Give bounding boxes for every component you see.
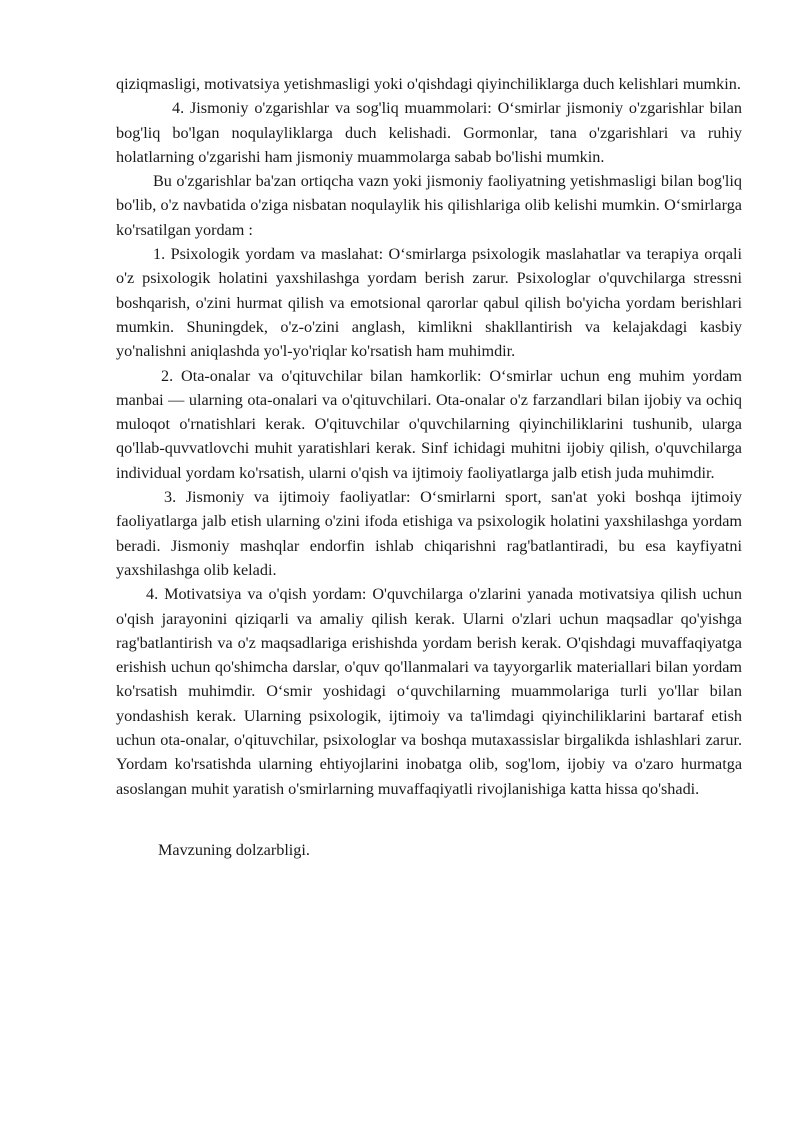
paragraph-physical-social-activities: 3. Jismoniy va ijtimoiy faoliyatlar: O‘smirlarni sport, san'at yoki boshqa ijtimoiy faoliyatlarga jalb etish ularning o'zini ifoda etishiga va psixologik holatini yaxshilashga yordam beradi. Jismoniy mashqlar endorfin ishlab chiqarishni rag'batlantiradi, bu esa kayfiyatni yaxshilashga olib keladi.	[116, 488, 742, 579]
document-page	[116, 72, 742, 862]
paragraph-changes-effects: Bu o'zgarishlar ba'zan ortiqcha vazn yoki jismoniy faoliyatning yetishmasligi bilan bog'liq bo'lib, o'z navbatida o'ziga nisbatan noqulaylik his qilishlariga olib kelishi mumkin. O‘smirlarga ko'rsatilgan yordam :	[116, 172, 742, 239]
section-heading: Mavzuning dolzarbligi.	[158, 840, 310, 859]
paragraph-motivation-study: 4. Motivatsiya va o'qish yordam: O'quvchilarga o'zlarini yanada motivatsiya qilish uchun o'qish jarayonini qiziqarli va amaliy qilish kerak. Ularni o'zlari uchun maqsadlar qo'yishga rag'batlantirish va o'z maqsadlariga erishishda yordam berish kerak. O'qishdagi muvaffaqiyatga erishish uchun qo'shimcha darslar, o'quv qo'llanmalari va tayyorgarlik materiallari bilan yordam ko'rsatish muhimdir. O‘smir yoshidagi o‘quvchilarning muammolariga turli yo'llar bilan yondashish kerak. Ularning psixologik, ijtimoiy va ta'limdagi qiyinchiliklarini bartaraf etish uchun ota-onalar, o'qituvchilar, psixologlar va boshqa mutaxassislar birgalikda ishlashlari zarur. Yordam ko'rsatishda ularning ehtiyojlarini inobatga olib, sog'lom, ijobiy va o'zaro hurmatga asoslangan muhit yaratish o'smirlarning muvaffaqiyatli rivojlanishiga katta hissa qo'shadi.	[116, 585, 742, 798]
paragraph-physical-changes: 4. Jismoniy o'zgarishlar va sog'liq muammolari: O‘smirlar jismoniy o'zgarishlar bilan bog'liq bo'lgan noqulayliklarga duch kelishadi. Gormonlar, tana o'zgarishlari va ruhiy holatlarning o'zgarishi ham jismoniy muammolarga sabab bo'lishi mumkin.	[116, 99, 742, 166]
paragraph-continuation: qiziqmasligi, motivatsiya yetishmasligi yoki o'qishdagi qiyinchiliklarga duch kelishlari mumkin.	[116, 75, 741, 93]
paragraph-parents-teachers: 2. Ota-onalar va o'qituvchilar bilan hamkorlik: O‘smirlar uchun eng muhim yordam manbai — ularning ota-onalari va o'qituvchilari. Ota-onalar o'z farzandlari bilan ijobiy va ochiq muloqot o'rnatishlari kerak. O'qituvchilar o'quvchilarning qiyinchiliklarini tushunib, ularga qo'llab-quvvatlovchi muhit yaratishlari kerak. Sinf ichidagi muhitni ijobiy qilish, o'quvchilarga individual yordam ko'rsatish, ularni o'qish va ijtimoiy faoliyatlarga jalb etish juda muhimdir.	[116, 366, 742, 482]
paragraph-psychological-help: 1. Psixologik yordam va maslahat: O‘smirlarga psixologik maslahatlar va terapiya orqali o'z psixologik holatini yaxshilashga yordam berish zarur. Psixologlar o'quvchilarga stressni boshqarish, o'zini hurmat qilish va emotsional qarorlar qabul qilish bo'yicha yordam berishlari mumkin. Shuningdek, o'z-o'zini anglash, kimlikni shakllantirish va kelajakdagi kasbiy yo'nalishni aniqlashda yo'l-yo'riqlar ko'rsatish ham muhimdir.	[116, 245, 742, 361]
